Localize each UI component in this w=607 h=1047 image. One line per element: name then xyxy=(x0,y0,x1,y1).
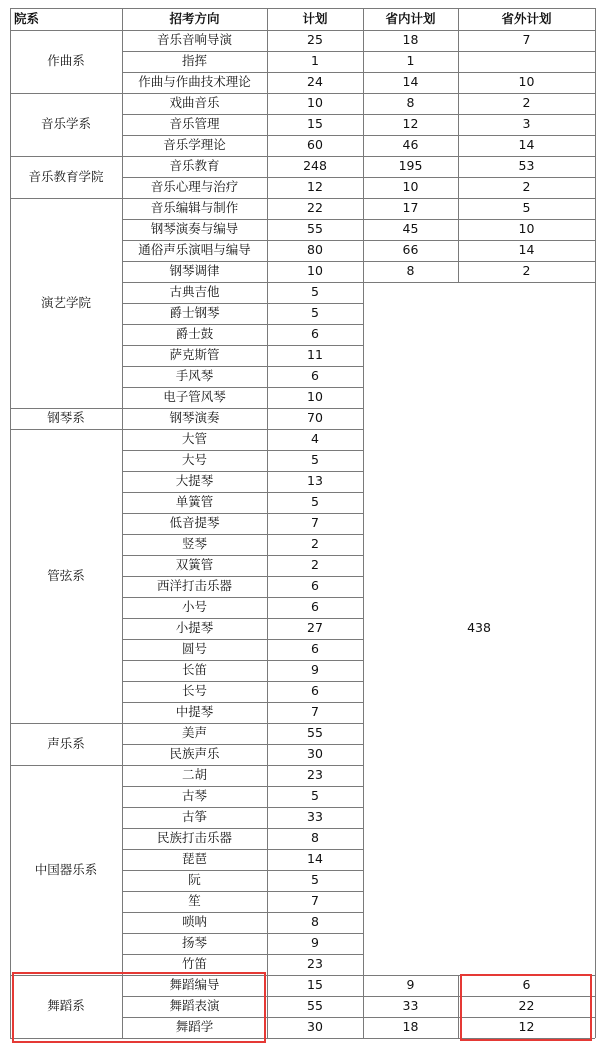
grid-line xyxy=(10,723,363,724)
out-province-cell: 6 xyxy=(522,977,531,993)
grid-line xyxy=(122,492,363,493)
grid-line xyxy=(10,408,363,409)
in-province-cell: 14 xyxy=(402,74,419,90)
plan-cell: 10 xyxy=(307,95,323,111)
direction-cell: 指挥 xyxy=(181,53,207,69)
header-dept: 院系 xyxy=(14,10,40,26)
in-province-cell: 8 xyxy=(406,263,415,279)
out-province-cell: 7 xyxy=(522,32,531,48)
direction-cell: 民族打击乐器 xyxy=(156,830,232,846)
grid-line xyxy=(122,387,363,388)
direction-cell: 大管 xyxy=(181,431,207,447)
department-name: 舞蹈系 xyxy=(47,998,85,1014)
plan-cell: 55 xyxy=(307,221,323,237)
grid-line xyxy=(122,912,363,913)
direction-cell: 美声 xyxy=(181,725,207,741)
grid-line xyxy=(122,366,363,367)
in-province-cell: 9 xyxy=(406,977,415,993)
direction-cell: 大提琴 xyxy=(175,473,214,489)
direction-cell: 舞蹈编导 xyxy=(169,977,220,993)
plan-cell: 8 xyxy=(311,914,319,930)
grid-line xyxy=(122,576,363,577)
highlight-box-left xyxy=(12,972,266,1043)
plan-cell: 5 xyxy=(311,452,319,468)
direction-cell: 笙 xyxy=(188,893,201,909)
direction-cell: 长号 xyxy=(181,683,207,699)
plan-cell: 6 xyxy=(311,683,319,699)
grid-line xyxy=(10,30,595,31)
direction-cell: 大号 xyxy=(181,452,207,468)
out-province-cell: 3 xyxy=(522,116,531,132)
plan-cell: 11 xyxy=(307,347,323,363)
direction-cell: 钢琴演奏 xyxy=(169,410,220,426)
direction-cell: 古筝 xyxy=(181,809,207,825)
in-province-cell: 17 xyxy=(402,200,419,216)
plan-cell: 6 xyxy=(311,578,319,594)
direction-cell: 作曲与作曲技术理论 xyxy=(138,74,251,90)
plan-cell: 55 xyxy=(307,998,323,1014)
grid-line xyxy=(122,807,363,808)
plan-cell: 5 xyxy=(311,305,319,321)
in-province-cell: 10 xyxy=(402,179,419,195)
direction-cell: 圆号 xyxy=(181,641,207,657)
department-name: 管弦系 xyxy=(47,567,85,583)
out-province-cell: 14 xyxy=(518,242,535,258)
out-province-cell: 14 xyxy=(518,137,535,153)
grid-line xyxy=(122,660,363,661)
direction-cell: 二胡 xyxy=(181,767,207,783)
direction-cell: 钢琴调律 xyxy=(169,263,220,279)
plan-cell: 6 xyxy=(311,599,319,615)
plan-cell: 30 xyxy=(307,746,323,762)
plan-cell: 2 xyxy=(311,557,319,573)
grid-line xyxy=(122,219,595,220)
plan-cell: 1 xyxy=(311,53,319,69)
direction-cell: 舞蹈表演 xyxy=(169,998,220,1014)
grid-line xyxy=(267,8,268,1038)
grid-line xyxy=(122,828,363,829)
plan-cell: 23 xyxy=(307,767,323,783)
plan-cell: 5 xyxy=(311,788,319,804)
plan-cell: 5 xyxy=(311,494,319,510)
direction-cell: 双簧管 xyxy=(175,557,214,573)
plan-cell: 6 xyxy=(311,326,319,342)
plan-cell: 7 xyxy=(311,893,319,909)
header-plan: 计划 xyxy=(302,10,328,26)
plan-cell: 55 xyxy=(307,725,323,741)
grid-line xyxy=(122,702,363,703)
grid-line xyxy=(122,282,595,283)
out-province-cell: 2 xyxy=(522,179,531,195)
grid-line xyxy=(122,639,363,640)
grid-line xyxy=(122,8,123,1038)
plan-cell: 60 xyxy=(307,137,323,153)
plan-cell: 4 xyxy=(311,431,319,447)
plan-cell: 12 xyxy=(307,179,323,195)
in-province-cell: 1 xyxy=(406,53,415,69)
direction-cell: 爵士鼓 xyxy=(175,326,214,342)
header-out-province: 省外计划 xyxy=(501,10,552,26)
grid-line xyxy=(10,429,363,430)
out-province-cell: 5 xyxy=(522,200,531,216)
direction-cell: 戏曲音乐 xyxy=(169,95,220,111)
out-province-cell: 22 xyxy=(518,998,535,1014)
in-province-cell: 12 xyxy=(402,116,419,132)
plan-cell: 14 xyxy=(307,851,323,867)
department-name: 音乐学系 xyxy=(40,116,91,132)
plan-cell: 10 xyxy=(307,389,323,405)
grid-line xyxy=(122,240,595,241)
out-province-cell: 10 xyxy=(518,221,535,237)
grid-line xyxy=(122,114,595,115)
plan-cell: 27 xyxy=(307,620,323,636)
grid-line xyxy=(122,345,363,346)
plan-cell: 23 xyxy=(307,956,323,972)
plan-cell: 8 xyxy=(311,830,319,846)
grid-line xyxy=(458,975,459,1038)
plan-cell: 22 xyxy=(307,200,323,216)
direction-cell: 舞蹈学 xyxy=(175,1019,214,1035)
direction-cell: 阮 xyxy=(188,872,201,888)
direction-cell: 竖琴 xyxy=(181,536,207,552)
plan-cell: 7 xyxy=(311,704,319,720)
direction-cell: 低音提琴 xyxy=(169,515,220,531)
grid-line xyxy=(122,786,363,787)
plan-cell: 80 xyxy=(307,242,323,258)
plan-cell: 10 xyxy=(307,263,323,279)
header-direction: 招考方向 xyxy=(169,10,220,26)
plan-cell: 30 xyxy=(307,1019,323,1035)
plan-cell: 33 xyxy=(307,809,323,825)
grid-line xyxy=(10,8,11,1038)
plan-cell: 5 xyxy=(311,284,319,300)
plan-cell: 15 xyxy=(307,977,323,993)
direction-cell: 小提琴 xyxy=(175,620,214,636)
plan-cell: 15 xyxy=(307,116,323,132)
direction-cell: 萨克斯管 xyxy=(169,347,220,363)
grid-line xyxy=(122,933,363,934)
plan-cell: 24 xyxy=(307,74,323,90)
plan-cell: 6 xyxy=(311,641,319,657)
grid-line xyxy=(363,8,364,282)
grid-line xyxy=(122,471,363,472)
grid-line xyxy=(122,51,595,52)
direction-cell: 音乐管理 xyxy=(169,116,220,132)
grid-line xyxy=(122,870,363,871)
out-province-cell: 2 xyxy=(522,95,531,111)
grid-line xyxy=(122,954,363,955)
plan-cell: 2 xyxy=(311,536,319,552)
grid-line xyxy=(363,975,364,1038)
plan-cell: 248 xyxy=(303,158,327,174)
plan-cell: 6 xyxy=(311,368,319,384)
grid-line xyxy=(122,135,595,136)
in-province-cell: 18 xyxy=(402,32,419,48)
grid-line xyxy=(122,849,363,850)
highlight-box-right xyxy=(460,974,592,1041)
plan-cell: 9 xyxy=(311,662,319,678)
direction-cell: 竹笛 xyxy=(181,956,207,972)
grid-line xyxy=(122,534,363,535)
grid-line xyxy=(10,156,595,157)
grid-line xyxy=(122,303,363,304)
plan-cell: 7 xyxy=(311,515,319,531)
grid-line xyxy=(10,765,363,766)
grid-line xyxy=(122,555,363,556)
grid-line xyxy=(122,513,363,514)
out-province-cell xyxy=(458,51,595,72)
in-province-cell: 33 xyxy=(402,998,419,1014)
plan-cell: 70 xyxy=(307,410,323,426)
out-province-cell: 10 xyxy=(518,74,535,90)
direction-cell: 唢呐 xyxy=(181,914,207,930)
grid-line xyxy=(458,8,459,282)
direction-cell: 音乐音响导演 xyxy=(156,32,232,48)
plan-cell: 13 xyxy=(307,473,323,489)
grid-line xyxy=(122,597,363,598)
department-name: 钢琴系 xyxy=(47,410,85,426)
merged-plan-cell: 438 xyxy=(467,620,491,636)
plan-cell: 5 xyxy=(311,872,319,888)
grid-line xyxy=(363,282,364,975)
in-province-cell: 66 xyxy=(402,242,419,258)
grid-line xyxy=(122,618,363,619)
direction-cell: 古琴 xyxy=(181,788,207,804)
grid-line xyxy=(10,198,595,199)
direction-cell: 通俗声乐演唱与编导 xyxy=(138,242,251,258)
out-province-cell: 2 xyxy=(522,263,531,279)
department-name: 作曲系 xyxy=(47,53,85,69)
grid-line xyxy=(10,93,595,94)
grid-line xyxy=(122,681,363,682)
direction-cell: 中提琴 xyxy=(175,704,214,720)
direction-cell: 手风琴 xyxy=(175,368,214,384)
direction-cell: 小号 xyxy=(181,599,207,615)
grid-line xyxy=(10,8,595,9)
department-name: 演艺学院 xyxy=(40,294,91,310)
grid-line xyxy=(122,744,363,745)
direction-cell: 音乐心理与治疗 xyxy=(150,179,239,195)
direction-cell: 钢琴演奏与编导 xyxy=(150,221,239,237)
grid-line xyxy=(595,8,596,1038)
direction-cell: 音乐教育 xyxy=(169,158,220,174)
direction-cell: 音乐学理论 xyxy=(163,137,226,153)
direction-cell: 长笛 xyxy=(181,662,207,678)
direction-cell: 音乐编辑与制作 xyxy=(150,200,239,216)
in-province-cell: 45 xyxy=(402,221,419,237)
direction-cell: 西洋打击乐器 xyxy=(156,578,232,594)
header-in-province: 省内计划 xyxy=(385,10,436,26)
grid-line xyxy=(122,324,363,325)
department-name: 声乐系 xyxy=(47,735,85,751)
department-name: 音乐教育学院 xyxy=(28,168,104,184)
direction-cell: 爵士钢琴 xyxy=(169,305,220,321)
grid-line xyxy=(122,450,363,451)
direction-cell: 单簧管 xyxy=(175,494,214,510)
in-province-cell: 46 xyxy=(402,137,419,153)
in-province-cell: 8 xyxy=(406,95,415,111)
in-province-cell: 195 xyxy=(398,158,423,174)
grid-line xyxy=(122,261,595,262)
direction-cell: 民族声乐 xyxy=(169,746,220,762)
grid-line xyxy=(122,177,595,178)
in-province-cell: 18 xyxy=(402,1019,419,1035)
direction-cell: 古典吉他 xyxy=(169,284,220,300)
out-province-cell: 53 xyxy=(518,158,535,174)
direction-cell: 电子管风琴 xyxy=(163,389,226,405)
grid-line xyxy=(122,72,595,73)
plan-cell: 9 xyxy=(311,935,319,951)
plan-cell: 25 xyxy=(307,32,323,48)
department-name: 中国器乐系 xyxy=(34,861,98,877)
grid-line xyxy=(122,891,363,892)
direction-cell: 琵琶 xyxy=(181,851,207,867)
direction-cell: 扬琴 xyxy=(181,935,207,951)
out-province-cell: 12 xyxy=(518,1019,535,1035)
